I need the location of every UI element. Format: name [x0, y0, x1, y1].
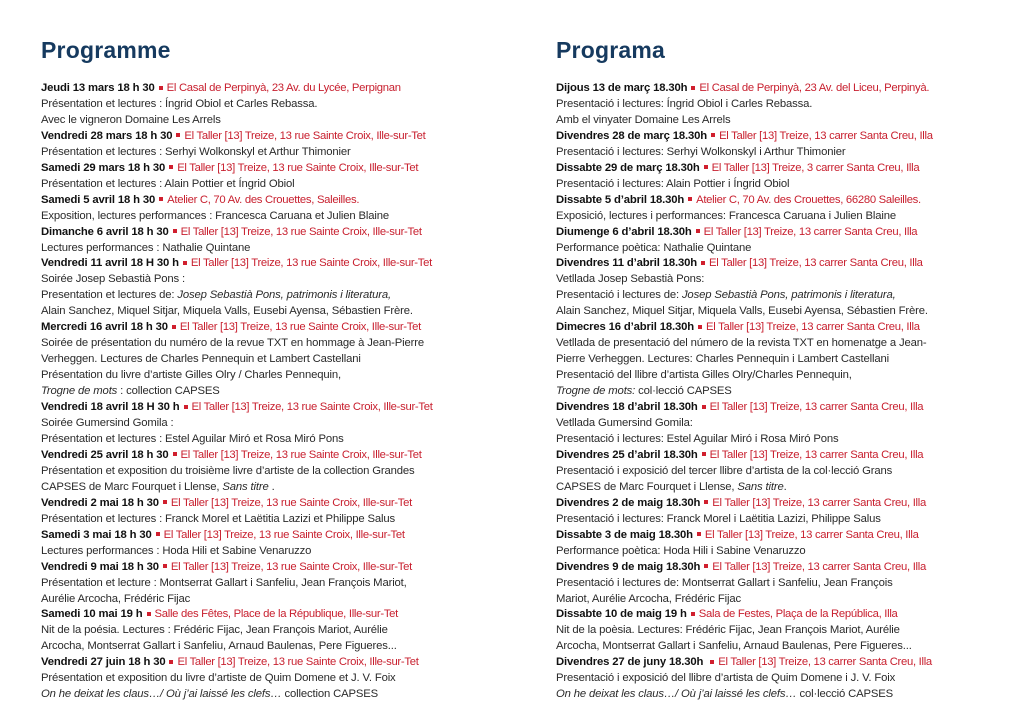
bullet-square-icon	[159, 197, 163, 201]
bullet-square-icon	[691, 86, 695, 90]
event-description	[556, 639, 1006, 655]
description-text: Soirée de présentation du numéro de la revue TXT en hommage à Jean-Pierre	[41, 337, 425, 350]
event-venue: El Taller [13] Treize, 13 carrer Santa Creu, Illa	[709, 448, 924, 461]
event-description	[556, 113, 1006, 129]
event-description	[556, 288, 1006, 304]
event-description	[41, 272, 511, 288]
bullet-square-icon	[163, 500, 167, 504]
work-title: Sans titre	[737, 480, 784, 493]
event-header	[41, 320, 511, 336]
description-text: .	[783, 480, 787, 493]
description-text: Nit de la poèsia. Lectures: Frédéric Fijac, Jean François Mariot, Aurélie	[556, 624, 900, 637]
event-venue: El Taller [13] Treize, 13 rue Sainte Croix, Ille-sur-Tet	[191, 401, 433, 414]
event-venue: El Taller [13] Treize, 3 carrer Santa Creu, Illa	[711, 161, 920, 174]
event-description	[556, 384, 1006, 400]
work-title: Josep Sebastià Pons, patrimonis i literatura,	[177, 289, 391, 302]
description-text: Lectures performances : Hoda Hili et Sabine Venaruzzo	[41, 544, 312, 557]
event-header	[556, 496, 1006, 512]
description-text: Présentation et lectures : Franck Morel et Laëtitia Lazizi et Philippe Salus	[41, 512, 396, 525]
event-date: Dimecres 16 d’abril 18.30h	[556, 321, 695, 334]
event-header	[41, 81, 511, 97]
event-description	[41, 687, 511, 703]
bullet-square-icon	[704, 165, 708, 169]
description-text: Presentació i exposició del tercer llibre d’artista de la col·lecció Grans	[556, 464, 893, 477]
event-date: Vendredi 11 avril 18 H 30 h	[41, 257, 179, 270]
programa-column-ca	[556, 36, 1006, 703]
event-description	[41, 671, 511, 687]
event-header	[41, 448, 511, 464]
description-text: Presentació i lectures: Alain Pottier i Íngrid Obiol	[556, 177, 790, 190]
event-date: Dimanche 6 avril 18 h 30	[41, 225, 169, 238]
bullet-square-icon	[704, 564, 708, 568]
bullet-square-icon	[691, 612, 695, 616]
work-title: On he deixat les claus…/ Où j’ai laissé les clefs…	[556, 688, 797, 701]
bullet-square-icon	[159, 86, 163, 90]
description-text: Performance poètica: Nathalie Quintane	[556, 241, 752, 254]
event-description	[556, 272, 1006, 288]
event-header	[556, 655, 1006, 671]
event-venue: Salle des Fêtes, Place de la République, Ille-sur-Tet	[154, 608, 398, 621]
description-text: Aurélie Arcocha, Frédéric Fijac	[41, 592, 191, 605]
event-description	[41, 113, 511, 129]
event-description	[556, 576, 1006, 592]
event-date: Divendres 18 d’abril 18.30h	[556, 401, 698, 414]
event-description	[556, 623, 1006, 639]
event-venue: El Taller [13] Treize, 13 carrer Santa Creu, Illa	[703, 225, 918, 238]
description-text: Avec le vigneron Domaine Les Arrels	[41, 113, 221, 126]
event-date: Dissabte 10 de maig 19 h	[556, 608, 687, 621]
description-text: CAPSES de Marc Fourquet i Llense,	[41, 480, 223, 493]
event-description	[556, 304, 1006, 320]
description-text: Présentation et lectures : Estel Aguilar Miró et Rosa Miró Pons	[41, 432, 344, 445]
event-venue: Atelier C, 70 Av. des Crouettes, Saleilles.	[167, 193, 360, 206]
event-description	[41, 512, 511, 528]
event-description	[556, 544, 1006, 560]
event-header	[556, 193, 1006, 209]
event-description	[41, 416, 511, 432]
event-description	[556, 480, 1006, 496]
description-text: Arcocha, Montserrat Gallart i Sanfeliu, Arnaud Baulenas, Pere Figueres...	[41, 640, 397, 653]
event-description	[556, 241, 1006, 257]
event-venue: El Taller [13] Treize, 13 rue Sainte Croix, Ille-sur-Tet	[190, 257, 432, 270]
event-description	[556, 209, 1006, 225]
event-venue: El Taller [13] Treize, 13 rue Sainte Croix, Ille-sur-Tet	[177, 656, 419, 669]
work-title: Josep Sebastià Pons, patrimonis i literatura,	[681, 289, 896, 302]
bullet-square-icon	[701, 261, 705, 265]
event-header	[41, 400, 511, 416]
description-text: Pierre Verheggen. Lectures: Charles Pennequin i Lambert Castellani	[556, 353, 889, 366]
event-header	[556, 81, 1006, 97]
description-text: col·lecció CAPSES	[635, 385, 732, 398]
event-header	[41, 655, 511, 671]
event-header	[41, 129, 511, 145]
event-header	[556, 528, 1006, 544]
description-text: col·lecció CAPSES	[796, 688, 894, 701]
bullet-square-icon	[698, 325, 702, 329]
event-header	[556, 607, 1006, 623]
event-list	[556, 81, 1006, 703]
bullet-square-icon	[169, 165, 173, 169]
description-text: Présentation et lectures : Alain Pottier et Íngrid Obiol	[41, 177, 295, 190]
event-description	[41, 544, 511, 560]
event-venue: El Taller [13] Treize, 13 carrer Santa Creu, Illa	[709, 257, 923, 270]
event-venue: El Taller [13] Treize, 13 rue Sainte Croix, Ille-sur-Tet	[184, 129, 426, 142]
event-date: Vendredi 2 mai 18 h 30	[41, 496, 159, 509]
event-description	[41, 432, 511, 448]
description-text: Alain Sanchez, Miquel Sitjar, Miquela Valls, Eusebi Ayensa, Sébastien Frère.	[556, 305, 928, 318]
event-header	[556, 320, 1006, 336]
event-description	[556, 145, 1006, 161]
event-description	[556, 432, 1006, 448]
page-title: Programa	[556, 37, 665, 63]
description-text: Présentation et lectures : Serhyi Wolkonskyl et Arthur Thimonier	[41, 145, 351, 158]
description-text: Presentació del llibre d’artista Gilles Olry/Charles Pennequin,	[556, 369, 852, 382]
event-description	[41, 209, 511, 225]
description-text: Présentation et exposition du troisième livre d’artiste de la collection Grandes	[41, 464, 415, 477]
event-description	[41, 336, 511, 352]
work-title: Sans titre	[222, 480, 269, 493]
event-header	[556, 129, 1006, 145]
event-list	[41, 81, 511, 703]
event-description	[556, 687, 1006, 703]
event-header	[556, 161, 1006, 177]
bullet-square-icon	[697, 532, 701, 536]
event-date: Divendres 28 de març 18.30h	[556, 129, 708, 142]
description-text: Mariot, Aurélie Arcocha, Frédéric Fijac	[556, 592, 742, 605]
event-venue: El Taller [13] Treize, 13 rue Sainte Croix, Ille-sur-Tet	[179, 321, 421, 334]
event-date: Vendredi 25 avril 18 h 30	[41, 448, 169, 461]
bullet-square-icon	[169, 660, 173, 664]
event-description	[41, 304, 511, 320]
programme-column-fr	[41, 36, 511, 703]
description-text: Nit de la poésia. Lectures : Frédéric Fijac, Jean François Mariot, Aurélie	[41, 624, 388, 637]
event-venue: El Taller [13] Treize, 13 rue Sainte Croix, Ille-sur-Tet	[170, 496, 412, 509]
event-description	[41, 623, 511, 639]
event-description	[556, 177, 1006, 193]
event-description	[556, 464, 1006, 480]
event-venue: Atelier C, 70 Av. des Crouettes, 66280 Saleilles.	[696, 193, 921, 206]
description-text: Lectures performances : Nathalie Quintane	[41, 241, 251, 254]
event-description	[556, 368, 1006, 384]
bullet-square-icon	[704, 500, 708, 504]
description-text: : collection CAPSES	[117, 385, 220, 398]
event-description	[41, 177, 511, 193]
event-description	[41, 480, 511, 496]
event-header	[556, 560, 1006, 576]
work-title: On he deixat les claus…/ Où j’ai laissé les clefs…	[41, 688, 282, 701]
description-text: Présentation du livre d’artiste Gilles Olry / Charles Pennequin,	[41, 369, 341, 382]
work-title: Trogne de mots	[41, 385, 118, 398]
description-text: Présentation et lectures : Íngrid Obiol et Carles Rebassa.	[41, 97, 318, 110]
event-header	[41, 528, 511, 544]
event-date: Dissabte 29 de març 18.30h	[556, 161, 700, 174]
bullet-square-icon	[173, 452, 177, 456]
bullet-square-icon	[702, 452, 706, 456]
event-venue: El Taller [13] Treize, 13 carrer Santa Creu, Illa	[706, 321, 920, 334]
event-venue: El Casal de Perpinyà, 23 Av. del Liceu, Perpinyà.	[699, 82, 930, 94]
event-date: Divendres 2 de maig 18.30h	[556, 496, 701, 509]
event-description	[41, 384, 511, 400]
description-text: Présentation et exposition du livre d’artiste de Quim Domene et J. V. Foix	[41, 672, 396, 685]
event-header	[556, 448, 1006, 464]
event-description	[556, 592, 1006, 608]
event-date: Divendres 9 de maig 18.30h	[556, 560, 701, 573]
description-text: Soirée Josep Sebastià Pons :	[41, 273, 186, 286]
description-text: Soirée Gumersind Gomila :	[41, 417, 174, 430]
event-header	[41, 560, 511, 576]
event-header	[41, 193, 511, 209]
event-description	[41, 639, 511, 655]
bullet-square-icon	[711, 133, 715, 137]
page-title: Programme	[41, 37, 171, 63]
event-description	[41, 145, 511, 161]
event-date: Jeudi 13 mars 18 h 30	[41, 82, 155, 94]
event-description	[41, 97, 511, 113]
event-date: Dissabte 5 d’abril 18.30h	[556, 193, 685, 206]
event-description	[41, 592, 511, 608]
description-text: Arcocha, Montserrat Gallart i Sanfeliu, Arnaud Baulenas, Pere Figueres...	[556, 640, 912, 653]
description-text: Présentation et lecture : Montserrat Gallart i Sanfeliu, Jean François Mariot,	[41, 576, 407, 589]
event-description	[556, 416, 1006, 432]
bullet-square-icon	[173, 229, 177, 233]
description-text: Presentació i lectures de:	[556, 289, 682, 302]
description-text: Exposition, lectures performances : Francesca Caruana et Julien Blaine	[41, 209, 390, 222]
event-date: Dijous 13 de març 18.30h	[556, 82, 688, 94]
event-venue: El Casal de Perpinyà, 23 Av. du Lycée, Perpignan	[166, 82, 401, 94]
event-description	[556, 352, 1006, 368]
description-text: Presentació i lectures: Franck Morel i Laëtitia Lazizi, Philippe Salus	[556, 512, 881, 525]
bullet-square-icon	[147, 612, 151, 616]
description-text: .	[268, 480, 275, 493]
event-description	[556, 512, 1006, 528]
event-venue: El Taller [13] Treize, 13 rue Sainte Croix, Ille-sur-Tet	[180, 448, 422, 461]
description-text: CAPSES de Marc Fourquet i Llense,	[556, 480, 738, 493]
event-date: Divendres 27 de juny 18.30h	[556, 656, 707, 669]
bullet-square-icon	[184, 405, 188, 409]
event-header	[41, 256, 511, 272]
event-description	[41, 241, 511, 257]
event-date: Diumenge 6 d’abril 18.30h	[556, 225, 692, 238]
description-text: Presentació i lectures: Serhyi Wolkonskyl i Arthur Thimonier	[556, 145, 846, 158]
bullet-square-icon	[163, 564, 167, 568]
description-text: Presentació i lectures de: Montserrat Gallart i Sanfeliu, Jean François	[556, 576, 893, 589]
event-description	[556, 671, 1006, 687]
event-date: Vendredi 27 juin 18 h 30	[41, 656, 166, 669]
event-description	[41, 368, 511, 384]
description-text: Verheggen. Lectures de Charles Pennequin et Lambert Castellani	[41, 353, 361, 366]
description-text: Performance poètica: Hoda Hili i Sabine Venaruzzo	[556, 544, 806, 557]
event-venue: El Taller [13] Treize, 13 rue Sainte Croix, Ille-sur-Tet	[177, 161, 419, 174]
description-text: Presentació i lectures: Íngrid Obiol i Carles Rebassa.	[556, 97, 813, 110]
event-date: Samedi 10 mai 19 h	[41, 608, 143, 621]
bullet-square-icon	[183, 261, 187, 265]
event-date: Samedi 5 avril 18 h 30	[41, 193, 156, 206]
bullet-square-icon	[156, 532, 160, 536]
event-description	[41, 288, 511, 304]
event-date: Samedi 29 mars 18 h 30	[41, 161, 166, 174]
event-date: Dissabte 3 de maig 18.30h	[556, 528, 693, 541]
event-venue: El Taller [13] Treize, 13 carrer Santa Creu, Illa	[718, 656, 932, 669]
event-header	[41, 607, 511, 623]
description-text: collection CAPSES	[281, 688, 379, 701]
event-venue: Sala de Festes, Plaça de la República, Illa	[698, 608, 898, 621]
event-description	[41, 464, 511, 480]
bullet-square-icon	[710, 660, 714, 664]
event-venue: El Taller [13] Treize, 13 carrer Santa Creu, Illa	[704, 528, 919, 541]
event-venue: El Taller [13] Treize, 13 carrer Santa Creu, Illa	[719, 129, 933, 142]
bullet-square-icon	[172, 325, 176, 329]
event-description	[41, 352, 511, 368]
description-text: Presentation et lectures de:	[41, 289, 178, 302]
description-text: Exposició, lectures i performances: Francesca Caruana i Julien Blaine	[556, 209, 897, 222]
event-venue: El Taller [13] Treize, 13 carrer Santa Creu, Illa	[709, 401, 924, 414]
event-venue: El Taller [13] Treize, 13 rue Sainte Croix, Ille-sur-Tet	[180, 225, 422, 238]
event-description	[556, 97, 1006, 113]
event-header	[41, 496, 511, 512]
description-text: Presentació i exposició del llibre d’artista de Quim Domene i J. V. Foix	[556, 672, 896, 685]
event-header	[556, 400, 1006, 416]
event-date: Mercredi 16 avril 18 h 30	[41, 321, 168, 334]
event-date: Samedi 3 mai 18 h 30	[41, 528, 152, 541]
event-header	[556, 256, 1006, 272]
event-date: Divendres 25 d’abril 18.30h	[556, 448, 698, 461]
event-description	[41, 576, 511, 592]
work-title: Trogne de mots:	[556, 385, 636, 398]
event-venue: El Taller [13] Treize, 13 rue Sainte Croix, Ille-sur-Tet	[170, 560, 412, 573]
description-text: Vetllada Josep Sebastià Pons:	[556, 273, 705, 286]
event-header	[41, 161, 511, 177]
description-text: Vetllada de presentació del número de la revista TXT en homenatge a Jean-	[556, 337, 927, 350]
event-header	[41, 225, 511, 241]
description-text: Presentació i lectures: Estel Aguilar Miró i Rosa Miró Pons	[556, 432, 839, 445]
event-date: Vendredi 28 mars 18 h 30	[41, 129, 173, 142]
event-date: Vendredi 18 avril 18 H 30 h	[41, 401, 180, 414]
event-date: Vendredi 9 mai 18 h 30	[41, 560, 159, 573]
description-text: Vetllada Gumersind Gomila:	[556, 417, 693, 430]
event-venue: El Taller [13] Treize, 13 carrer Santa Creu, Illa	[712, 496, 926, 509]
event-description	[556, 336, 1006, 352]
bullet-square-icon	[702, 405, 706, 409]
bullet-square-icon	[688, 197, 692, 201]
description-text: Amb el vinyater Domaine Les Arrels	[556, 113, 731, 126]
event-date: Divendres 11 d’abril 18.30h	[556, 257, 698, 270]
bullet-square-icon	[696, 229, 700, 233]
bullet-square-icon	[176, 133, 180, 137]
event-header	[556, 225, 1006, 241]
event-venue: El Taller [13] Treize, 13 rue Sainte Croix, Ille-sur-Tet	[163, 528, 405, 541]
event-venue: El Taller [13] Treize, 13 carrer Santa Creu, Illa	[712, 560, 926, 573]
description-text: Alain Sanchez, Miquel Sitjar, Miquela Valls, Eusebi Ayensa, Sébastien Frère.	[41, 305, 413, 318]
